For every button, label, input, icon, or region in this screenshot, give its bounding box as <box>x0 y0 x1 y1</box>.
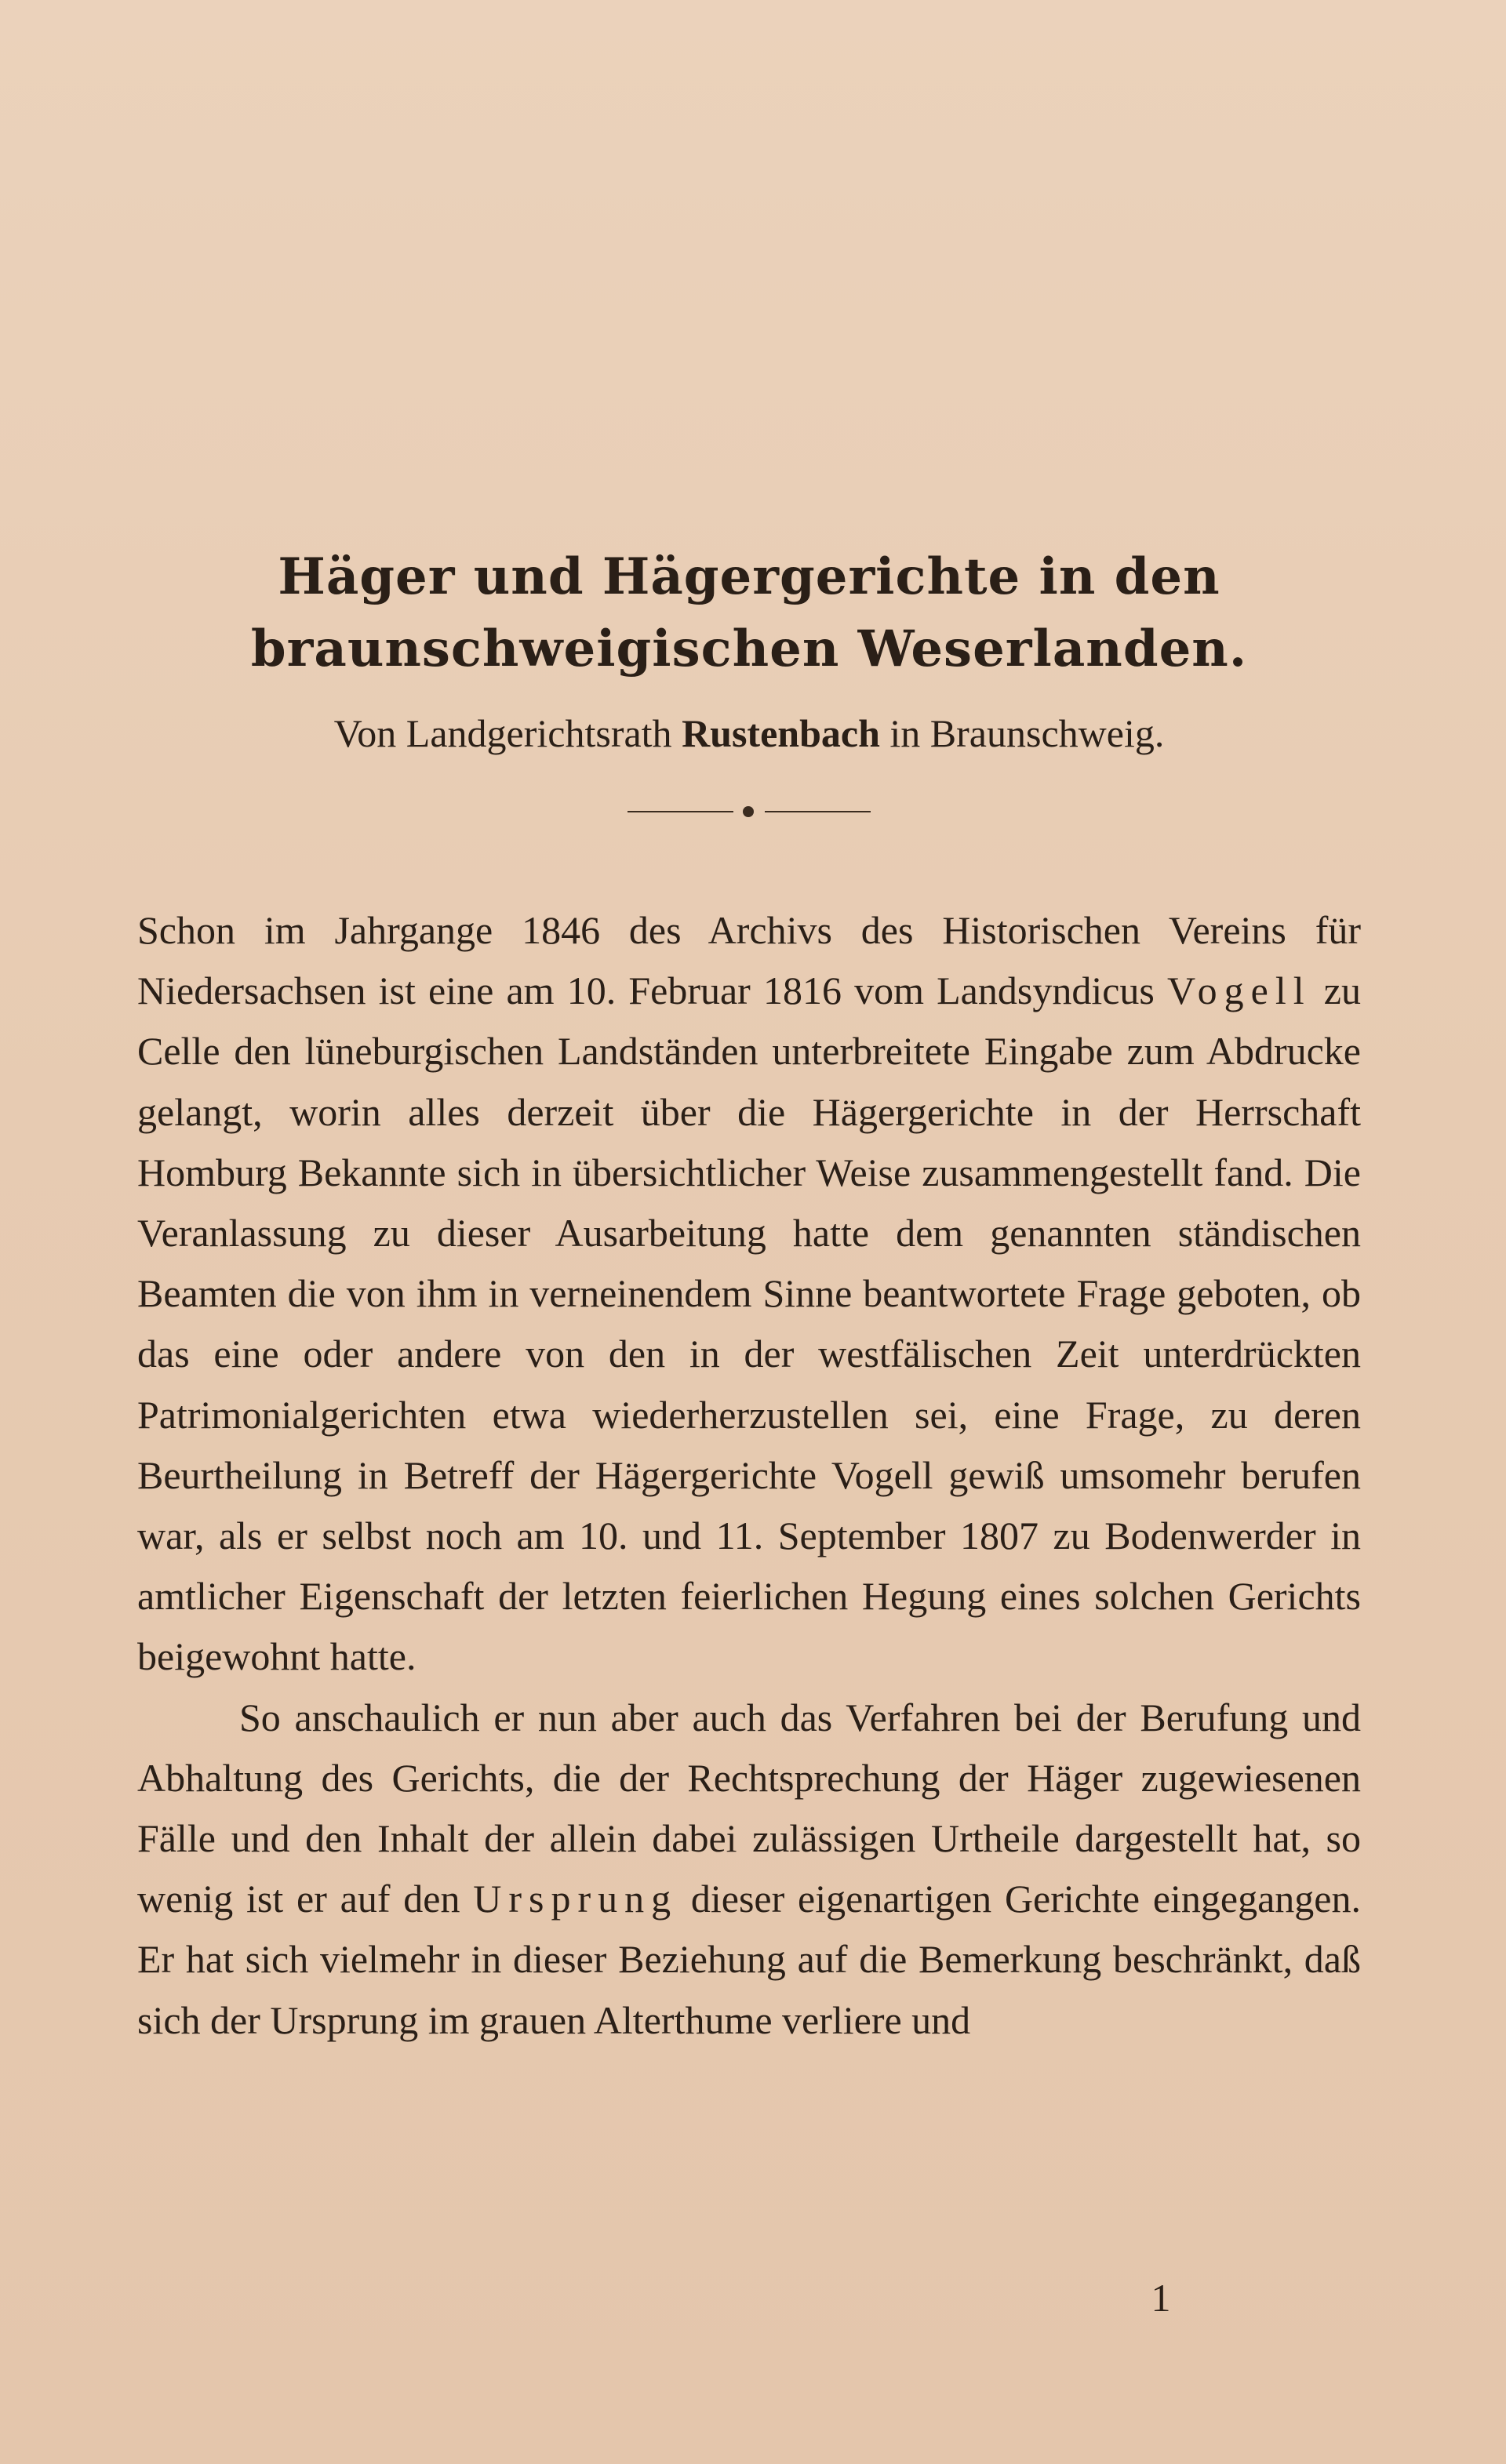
paragraph-1 <box>137 900 1361 1688</box>
paragraph-2-part-1: So anschaulich er nun aber auch das Verfahren bei der Berufung und Abhaltung des Gerichts, die der Rechtsprechung der Häger zugewiesenen Fälle und den Inhalt der allein dabei zulässigen Urtheile dargestellt hat, so wenig ist er auf den <box>137 1695 1361 1921</box>
paragraph-2 <box>137 1688 1361 2051</box>
divider-dot <box>743 806 754 817</box>
spaced-name-vogell: Vogell <box>1167 969 1311 1013</box>
divider-ornament <box>628 804 871 820</box>
divider-line-right <box>765 811 871 812</box>
spaced-word-ursprung: Ursprung <box>473 1877 678 1921</box>
byline <box>133 706 1365 761</box>
paragraph-1-part-1: Schon im Jahrgange 1846 des Archivs des Historischen Vereins für Niedersachsen ist eine am 10. Februar 1816 vom Landsyndicus <box>137 908 1361 1013</box>
author-name: Rustenbach <box>682 711 880 755</box>
byline-prefix: Von Landgerichtsrath <box>333 711 682 755</box>
paragraph-1-part-2: zu Celle den lüneburgischen Landständen unterbreitete Eingabe zum Abdrucke gelangt, worin alles derzeit über die Hägergerichte in der Herrschaft Homburg Bekannte sich in übersichtlicher Weise zusammengestellt fand. Die Veranlassung zu dieser Ausarbeitung hatte dem genannten ständischen Beamten die von ihm in verneinendem Sinne beantwortete Frage geboten, ob das eine oder andere von den in der westfälischen Zeit unterdrückten Patrimonialgerichten etwa wiederherzustellen sei, eine Frage, zu deren Beurtheilung in Betreff der Hägergerichte Vogell gewiß umsomehr berufen war, als er selbst noch am 10. und 11. September 1807 zu Bodenwerder in amtlicher Eigenschaft der letzten feierlichen Hegung eines solchen Gerichts beigewohnt hatte. <box>137 969 1361 1679</box>
divider-line-left <box>628 811 733 812</box>
body-text <box>137 900 1361 2051</box>
byline-suffix: in Braunschweig. <box>879 711 1165 755</box>
article-title: Häger und Hägergerichte in den braunschweigischen Weserlanden. <box>250 547 1248 678</box>
paragraph-2-part-2: dieser eigenartigen Gerichte eingegangen. Er hat sich vielmehr in dieser Beziehung auf die Bemerkung beschränkt, daß sich der Ursprung im grauen Alterthume verliere und <box>137 1877 1362 2042</box>
page-number: 1 <box>1151 2276 1171 2320</box>
